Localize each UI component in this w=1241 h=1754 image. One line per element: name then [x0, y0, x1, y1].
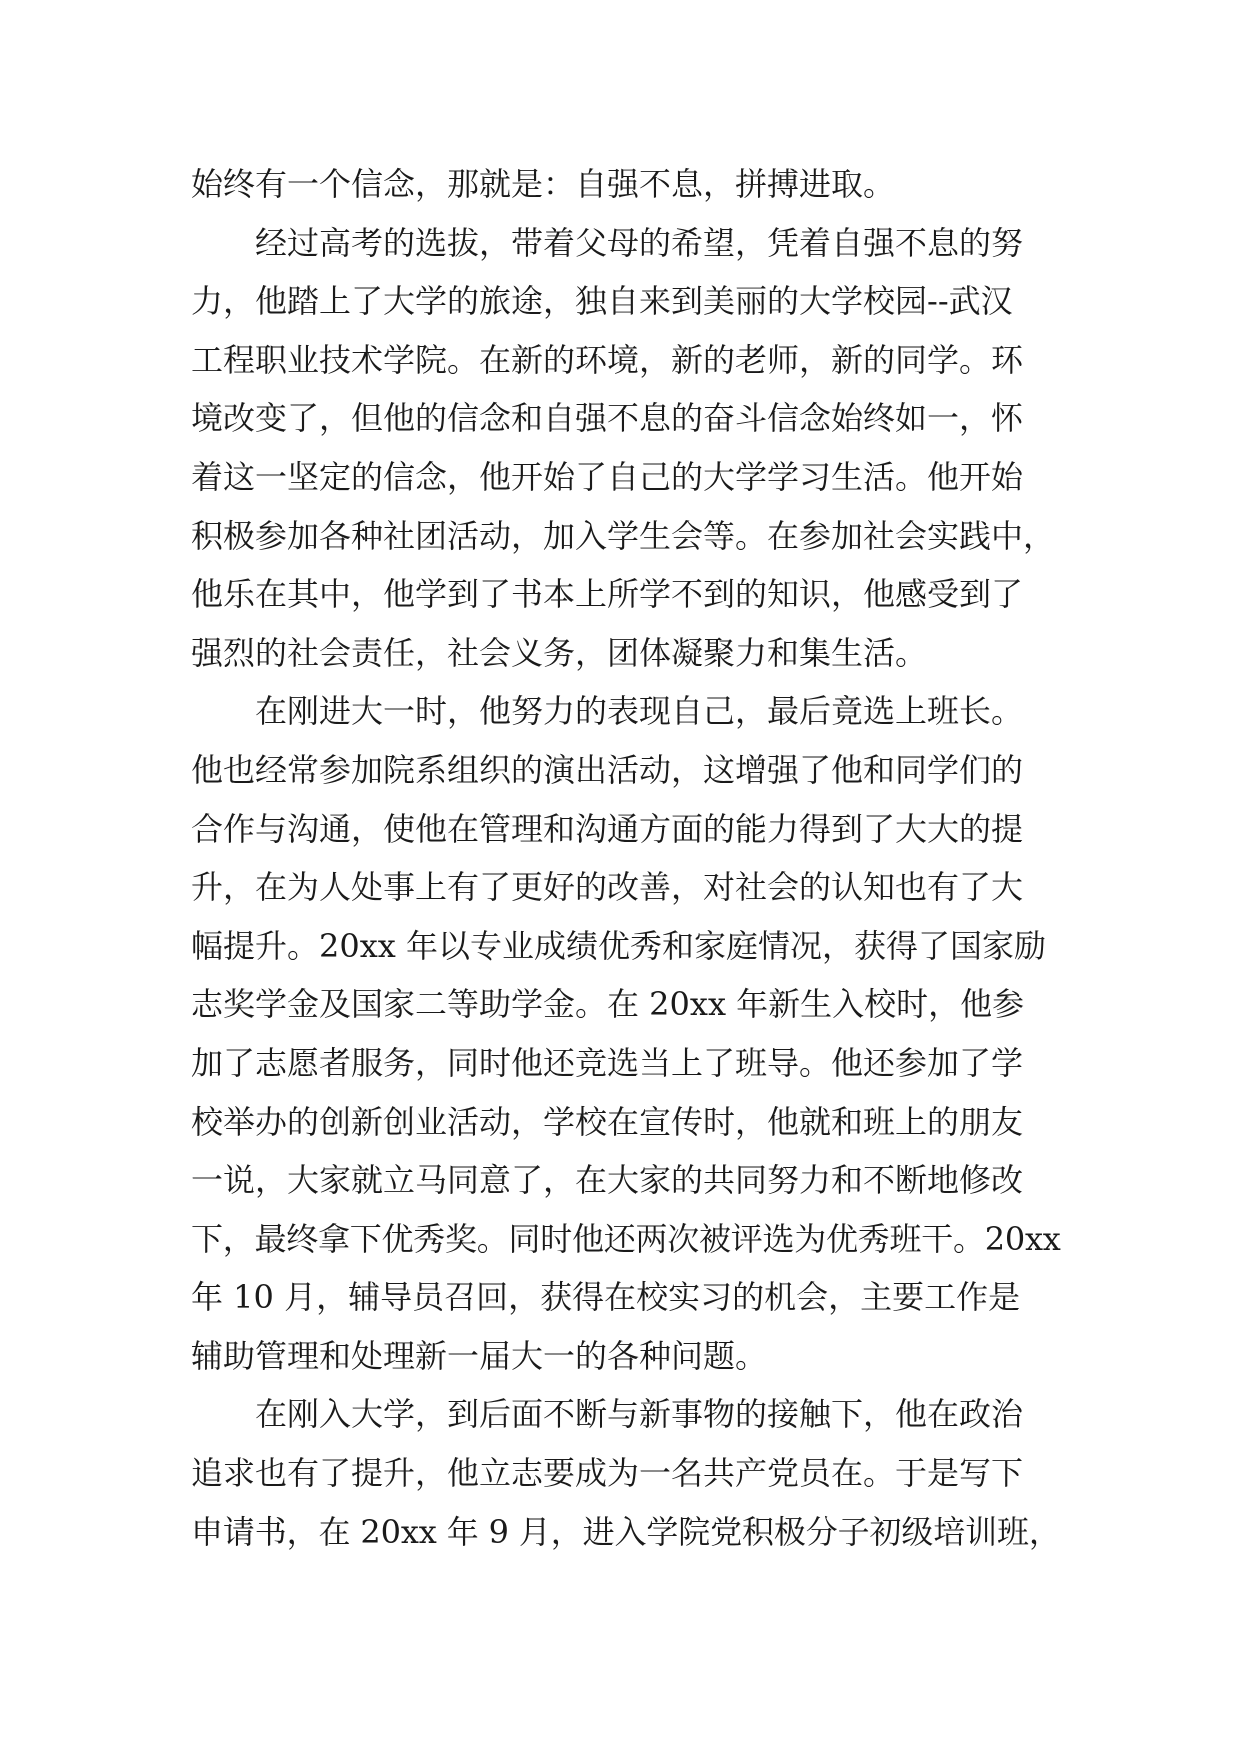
document-body — [191, 155, 1061, 1561]
text-line: 合作与沟通，使他在管理和沟通方面的能力得到了大大的提 — [191, 809, 1024, 848]
text-line: 幅提升。20xx 年以专业成绩优秀和家庭情况，获得了国家励 — [191, 926, 1046, 965]
text-line: 下，最终拿下优秀奖。同时他还两次被评选为优秀班干。20xx — [191, 1219, 1061, 1258]
text-line: 始终有一个信念，那就是：自强不息，拼搏进取。 — [191, 165, 896, 203]
text-line: 一说，大家就立马同意了，在大家的共同努力和不断地修改 — [191, 1161, 1024, 1200]
text-line: 工程职业技术学院。在新的环境，新的老师，新的同学。环 — [191, 340, 1024, 379]
text-line: 他乐在其中，他学到了书本上所学不到的知识，他感受到了 — [191, 575, 1024, 614]
text-line: 加了志愿者服务，同时他还竞选当上了班导。他还参加了学 — [191, 1043, 1024, 1082]
text-line: 志奖学金及国家二等助学金。在 20xx 年新生入校时，他参 — [191, 985, 1025, 1024]
text-line: 着这一坚定的信念，他开始了自己的大学学习生活。他开始 — [191, 457, 1024, 496]
text-line: 强烈的社会责任，社会义务，团体凝聚力和集生活。 — [191, 633, 928, 672]
text-line: 辅助管理和处理新一届大一的各种问题。 — [191, 1336, 768, 1375]
paragraph-start-line: 在刚进大一时，他努力的表现自己，最后竟选上班长。 — [255, 692, 1024, 731]
text-line: 申请书，在 20xx 年 9 月，进入学院党积极分子初级培训班， — [191, 1512, 1061, 1551]
paragraph-start-line: 经过高考的选拔，带着父母的希望，凭着自强不息的努 — [255, 223, 1024, 262]
paragraph-start-line: 在刚入大学，到后面不断与新事物的接触下，他在政治 — [255, 1395, 1024, 1434]
text-line: 境改变了，但他的信念和自强不息的奋斗信念始终如一，怀 — [191, 399, 1024, 438]
text-line: 校举办的创新创业活动，学校在宣传时，他就和班上的朋友 — [191, 1102, 1024, 1141]
text-line: 追求也有了提升，他立志要成为一名共产党员在。于是写下 — [191, 1454, 1024, 1493]
text-line: 积极参加各种社团活动，加入学生会等。在参加社会实践中， — [191, 516, 1056, 555]
text-line: 升，在为人处事上有了更好的改善，对社会的认知也有了大 — [191, 868, 1024, 907]
text-line: 他也经常参加院系组织的演出活动，这增强了他和同学们的 — [191, 750, 1024, 789]
text-line: 年 10 月，辅导员召回，获得在校实习的机会，主要工作是 — [191, 1278, 1021, 1317]
text-line: 力，他踏上了大学的旅途，独自来到美丽的大学校园--武汉 — [191, 282, 1013, 321]
